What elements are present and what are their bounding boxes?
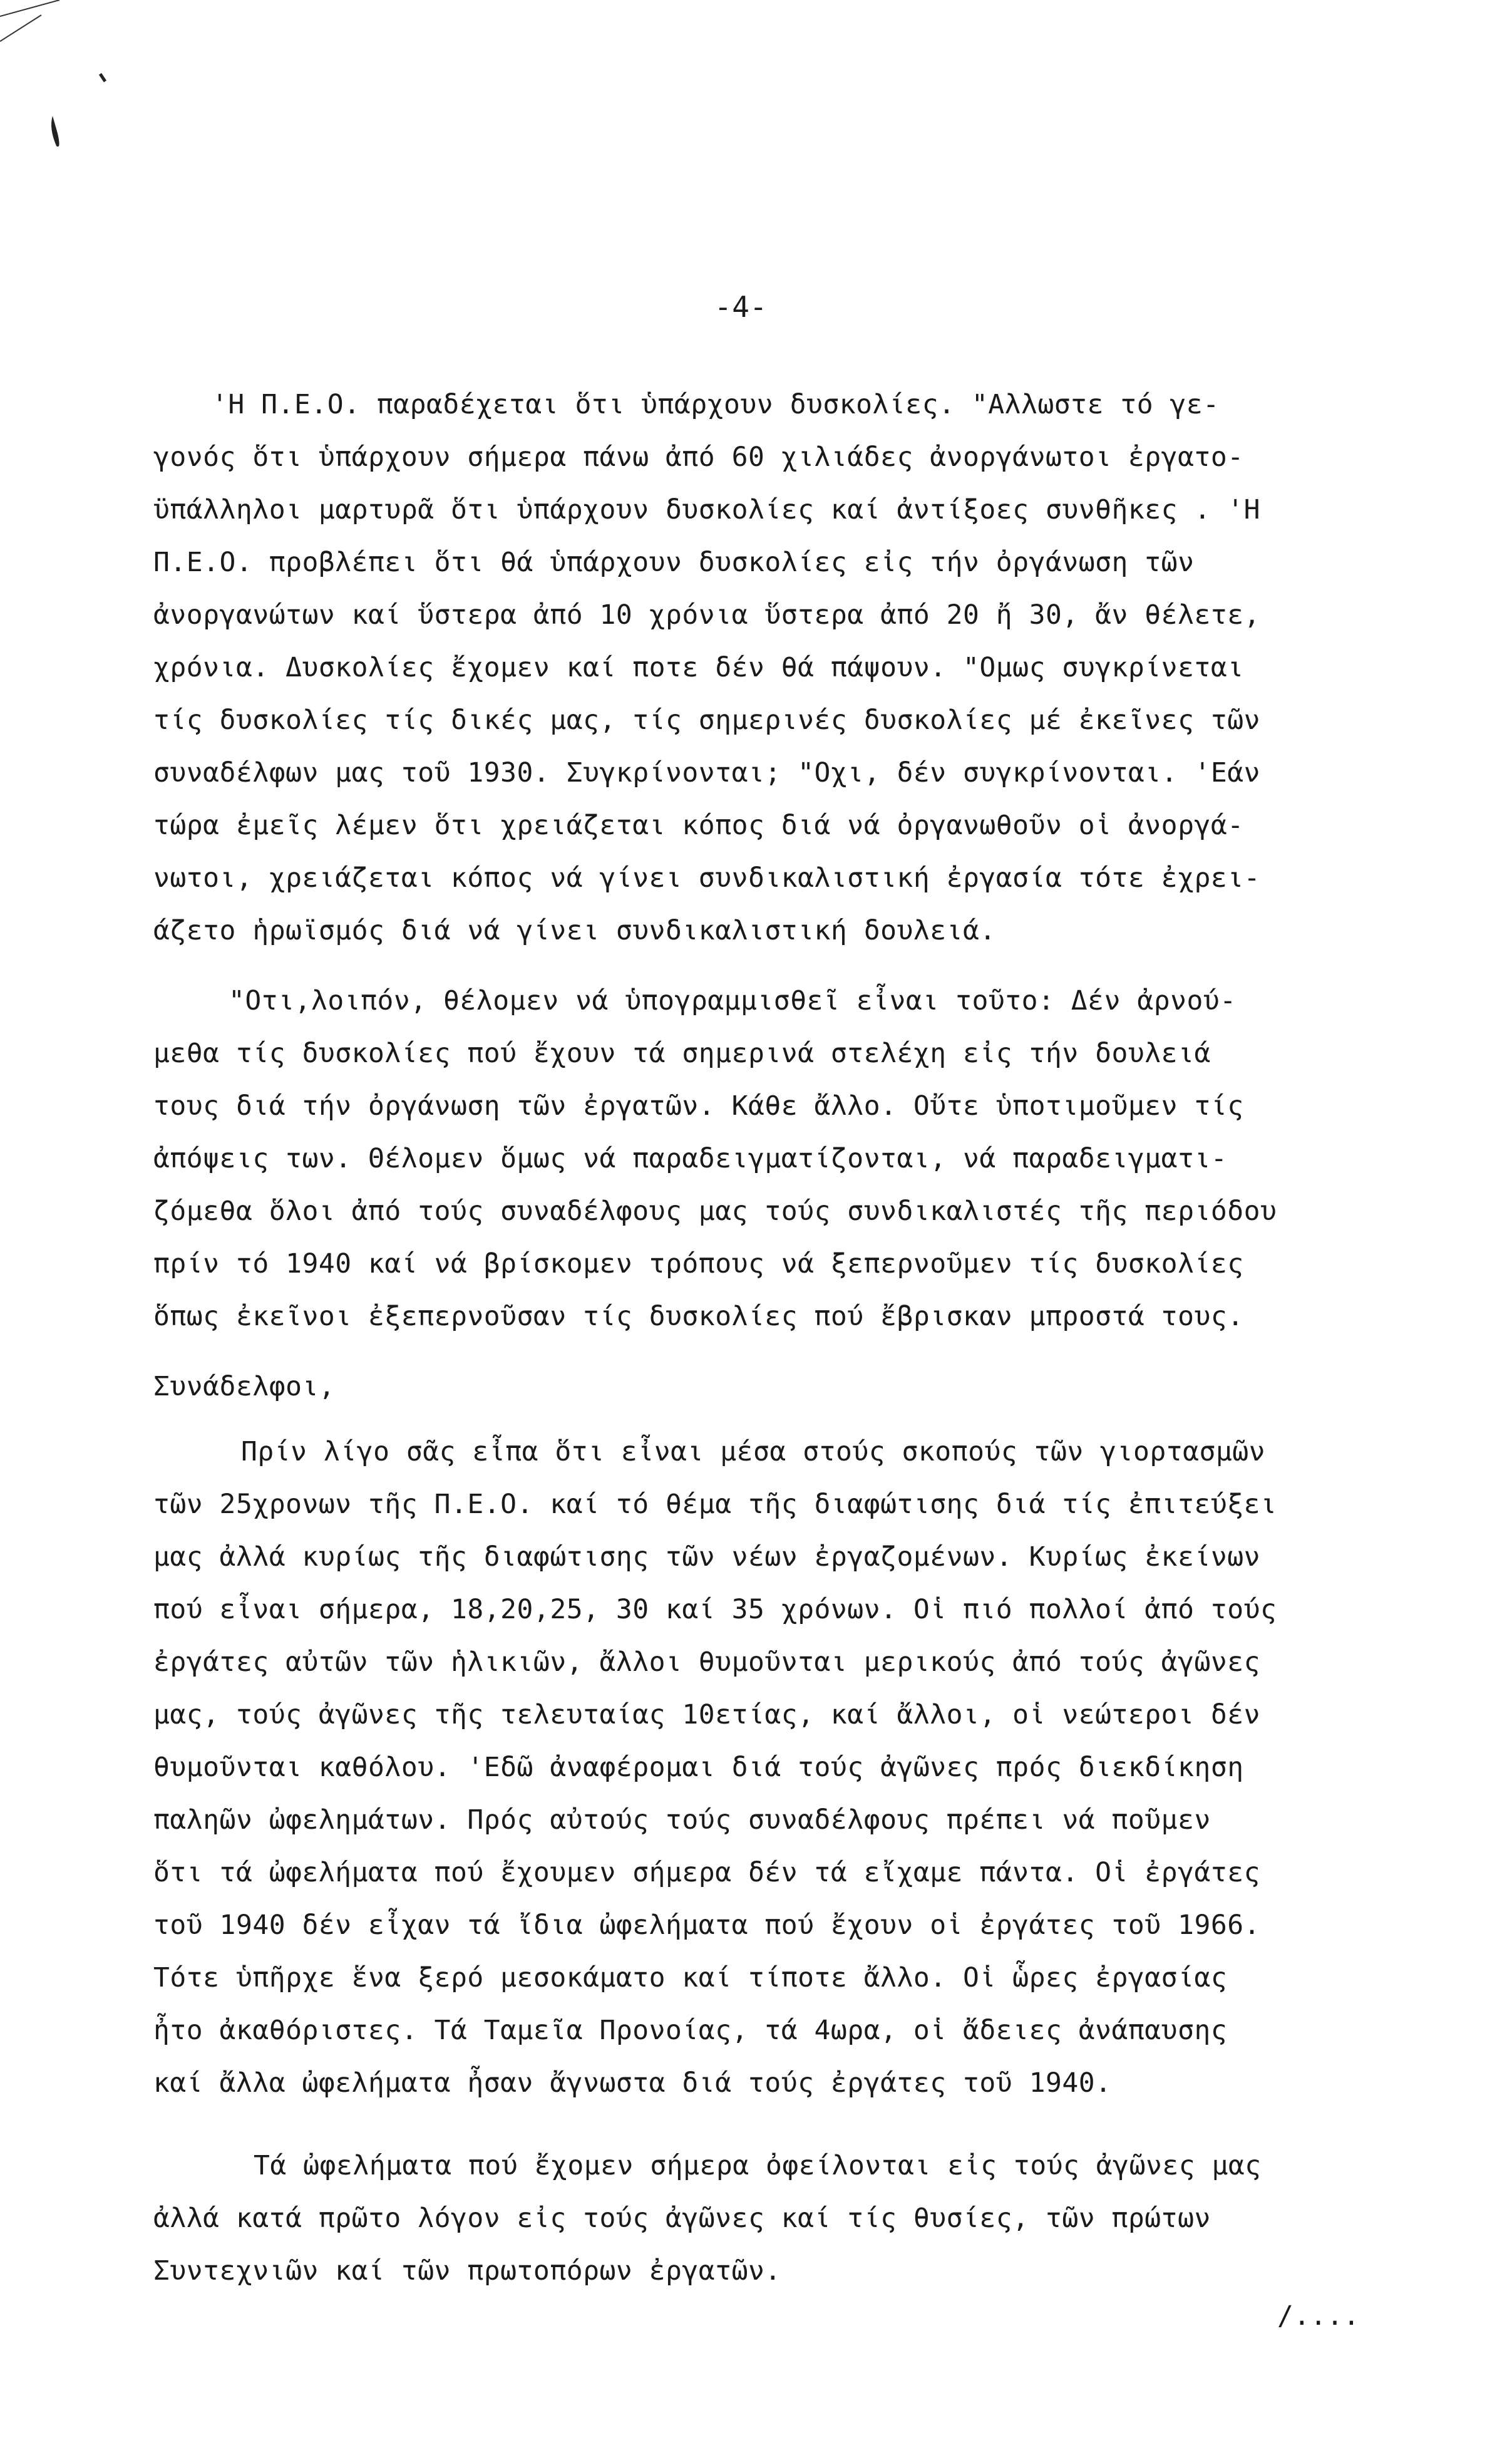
text-line: τῶν 25χρονων τῆς Π.Ε.Ο. καί τό θέμα τῆς διαφώτισης διά τίς ἐπιτεύξει: [153, 1489, 1277, 1520]
text-line: 'Η Π.Ε.Ο. παραδέχεται ὅτι ὑπάρχουν δυσκολίες. "Αλλωστε τό γε-: [212, 389, 1220, 420]
text-line: ϋπάλληλοι μαρτυρᾶ ὅτι ὑπάρχουν δυσκολίες καί ἀντίξοες συνθῆκες . 'Η: [153, 494, 1261, 525]
text-line: ὅπως ἐκεῖνοι ἐξεπερνοῦσαν τίς δυσκολίες πού ἔβρισκαν μπροστά τους.: [153, 1301, 1244, 1332]
text-line: πρίν τό 1940 καί νά βρίσκομεν τρόπους νά ξεπερνοῦμεν τίς δυσκολίες: [153, 1248, 1244, 1279]
text-line: συναδέλφων μας τοῦ 1930. Συγκρίνονται; "Οχι, δέν συγκρίνονται. 'Εάν: [153, 757, 1261, 788]
text-line: ἀνοργανώτων καί ὕστερα ἀπό 10 χρόνια ὕστερα ἀπό 20 ἤ 30, ἄν θέλετε,: [153, 599, 1261, 631]
text-line: μεθα τίς δυσκολίες πού ἔχουν τά σημερινά στελέχη εἰς τήν δουλειά: [153, 1038, 1211, 1069]
text-line: ἐργάτες αὐτῶν τῶν ἡλικιῶν, ἄλλοι θυμοῦνται μερικούς ἀπό τούς ἀγῶνες: [153, 1646, 1261, 1678]
text-line: ἦτο ἀκαθόριστες. Τά Ταμεῖα Προνοίας, τά 4ωρα, οἱ ἄδειες ἀνάπαυσης: [153, 2015, 1228, 2046]
text-line: μας, τούς ἀγῶνες τῆς τελευταίας 10ετίας, καί ἄλλοι, οἱ νεώτεροι δέν: [153, 1699, 1261, 1730]
text-line: χρόνια. Δυσκολίες ἔχομεν καί ποτε δέν θά πάψουν. "Ομως συγκρίνεται: [153, 652, 1244, 683]
text-line: παληῶν ὠφελημάτων. Πρός αὐτούς τούς συναδέλφους πρέπει νά ποῦμεν: [153, 1804, 1211, 1836]
text-line: ἀλλά κατά πρῶτο λόγον εἰς τούς ἀγῶνες καί τίς θυσίες, τῶν πρώτων: [153, 2203, 1211, 2234]
text-line: νωτοι, χρειάζεται κόπος νά γίνει συνδικαλιστική ἐργασία τότε ἐχρει-: [153, 862, 1261, 894]
salutation: Συνάδελφοι,: [153, 1371, 336, 1402]
text-line: τίς δυσκολίες τίς δικές μας, τίς σημερινές δυσκολίες μέ ἐκεῖνες τῶν: [153, 705, 1261, 736]
text-line: τους διά τήν ὀργάνωση τῶν ἐργατῶν. Κάθε ἄλλο. Οὔτε ὑποτιμοῦμεν τίς: [153, 1090, 1244, 1122]
hole-mark: [51, 116, 59, 147]
text-line: τώρα ἐμεῖς λέμεν ὅτι χρειάζεται κόπος διά νά ὀργανωθοῦν οἱ ἀνοργά-: [153, 810, 1244, 841]
text-line: Π.Ε.Ο. προβλέπει ὅτι θά ὑπάρχουν δυσκολίες εἰς τήν ὀργάνωση τῶν: [153, 547, 1195, 578]
text-line: μας ἀλλά κυρίως τῆς διαφώτισης τῶν νέων ἐργαζομένων. Κυρίως ἐκείνων: [153, 1541, 1261, 1573]
punch-mark: [100, 74, 105, 81]
text-line: πού εἶναι σήμερα, 18,20,25, 30 καί 35 χρόνων. Οἱ πιό πολλοί ἀπό τούς: [153, 1594, 1277, 1625]
text-line: καί ἄλλα ὠφελήματα ἦσαν ἄγνωστα διά τούς ἐργάτες τοῦ 1940.: [153, 2067, 1112, 2099]
continuation-mark: /....: [1277, 2300, 1360, 2332]
text-line: Συντεχνιῶν καί τῶν πρωτοπόρων ἐργατῶν.: [153, 2255, 781, 2287]
text-line: ζόμεθα ὅλοι ἀπό τούς συναδέλφους μας τούς συνδικαλιστές τῆς περιόδου: [153, 1196, 1277, 1227]
corner-fold-mark: [0, 0, 59, 41]
text-line: ὅτι τά ὠφελήματα πού ἔχουμεν σήμερα δέν τά εἴχαμε πάντα. Οἱ ἐργάτες: [153, 1857, 1261, 1888]
text-line: Τότε ὑπῆρχε ἕνα ξερό μεσοκάματο καί τίποτε ἄλλο. Οἱ ὧρες ἐργασίας: [153, 1962, 1228, 1993]
text-line: θυμοῦνται καθόλου. 'Εδῶ ἀναφέρομαι διά τούς ἀγῶνες πρός διεκδίκηση: [153, 1752, 1244, 1783]
text-line: Πρίν λίγο σᾶς εἶπα ὅτι εἶναι μέσα στούς σκοπούς τῶν γιορτασμῶν: [241, 1436, 1266, 1467]
text-line: ἀπόψεις των. Θέλομεν ὅμως νά παραδειγματίζονται, νά παραδειγματι-: [153, 1143, 1228, 1174]
page-number: -4-: [714, 290, 768, 324]
text-line: "Οτι,λοιπόν, θέλομεν νά ὑπογραμμισθεῖ εἶναι τοῦτο: Δέν ἀρνού-: [229, 985, 1237, 1016]
text-line: Τά ὠφελήματα πού ἔχομεν σήμερα ὀφείλονται εἰς τούς ἀγῶνες μας: [254, 2150, 1262, 2181]
text-line: άζετο ἡρωϊσμός διά νά γίνει συνδικαλιστική δουλειά.: [153, 915, 996, 946]
text-line: γονός ὅτι ὑπάρχουν σήμερα πάνω ἀπό 60 χιλιάδες ἀνοργάνωτοι ἐργατο-: [153, 442, 1244, 473]
text-line: τοῦ 1940 δέν εἶχαν τά ἴδια ὠφελήματα πού ἔχουν οἱ ἐργάτες τοῦ 1966.: [153, 1910, 1261, 1941]
